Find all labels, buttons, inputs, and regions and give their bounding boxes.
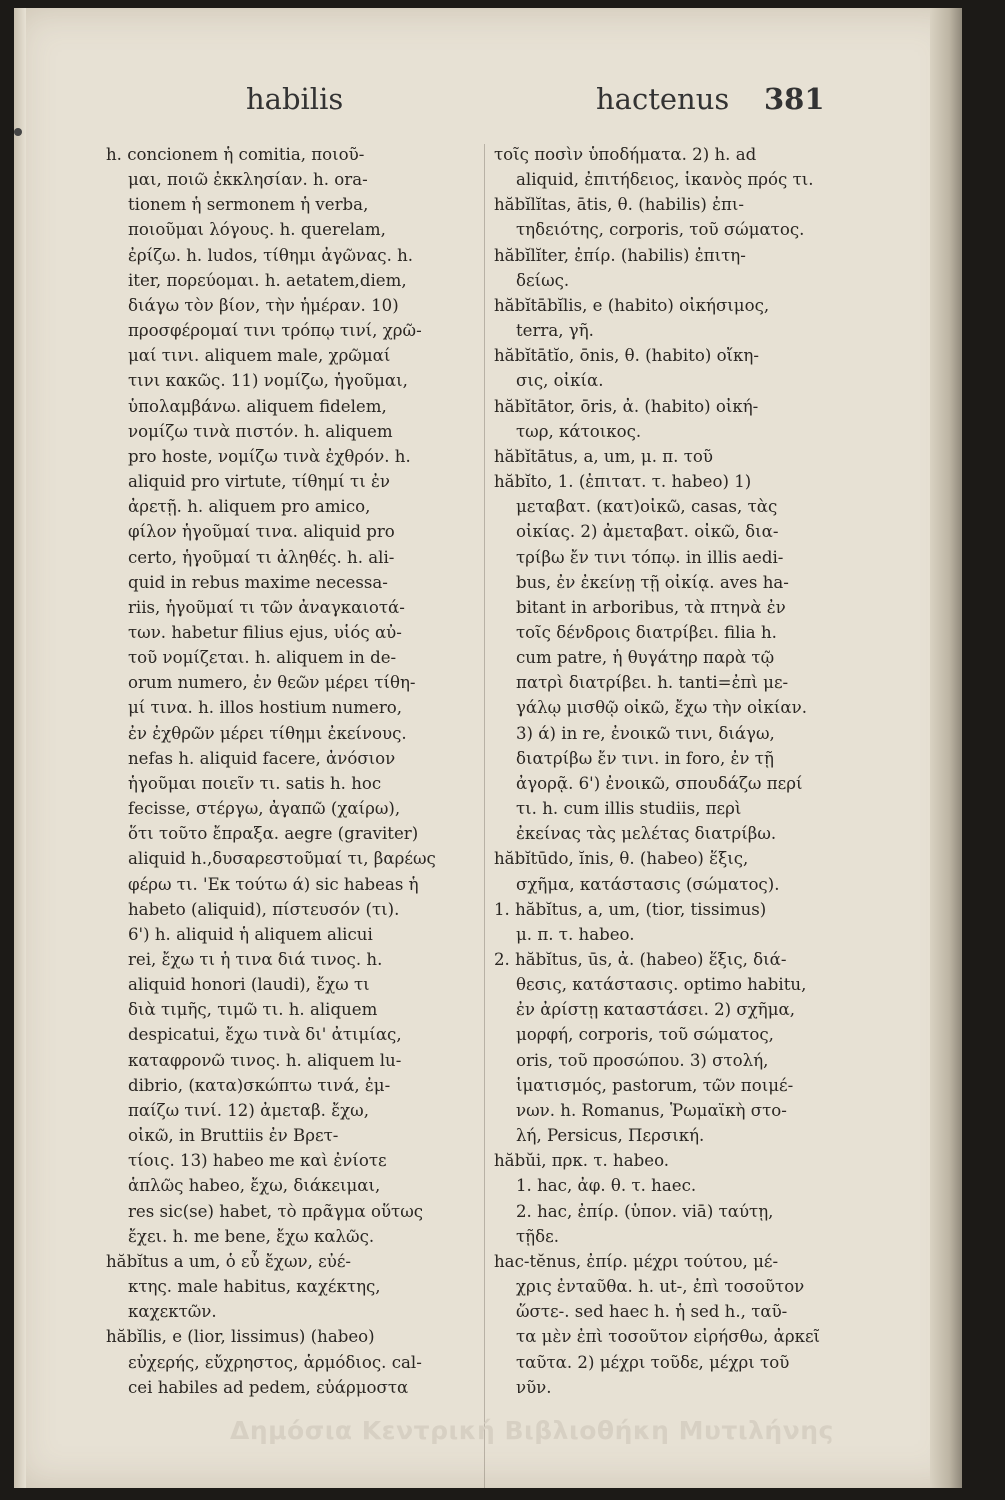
text-line: τοῖς δένδροις διατρίβει. filia h. — [516, 622, 777, 642]
text-line: riis, ἡγοῦμαί τι τῶν ἀναγκαιοτά- — [128, 597, 405, 617]
text-line: οἰκῶ, in Bruttiis ἐν Βρετ- — [128, 1126, 339, 1146]
text-line: 2. hac, ἐπίρ. (ὑπον. viā) ταύτῃ, — [516, 1201, 774, 1221]
text-line: λή, Persicus, Περσική. — [516, 1126, 705, 1146]
text-line: hăbĭlĭter, ἐπίρ. (habilis) ἐπιτη- — [494, 245, 746, 265]
text-line: των. habetur filius ejus, υἱός αὐ- — [128, 622, 402, 642]
text-line: quid in rebus maxime necessa- — [128, 572, 388, 592]
text-line: μ. π. τ. habeo. — [516, 924, 635, 944]
text-line: καχεκτῶν. — [128, 1302, 217, 1322]
text-line: μαί τινι. aliquem male, χρῶμαί — [128, 346, 391, 366]
text-line: dibrio, (κατα)σκώπτω τινά, ἐμ- — [128, 1075, 391, 1095]
text-line: pro hoste, νομίζω τινὰ ἐχθρόν. h. — [128, 446, 411, 466]
text-line: hăbĭtātus, a, um, μ. π. τοῦ — [494, 446, 713, 466]
text-line: hăbĭtātĭo, ōnis, θ. (habito) οἴκη- — [494, 346, 759, 366]
text-line: νομίζω τινὰ πιστόν. h. aliquem — [128, 421, 393, 441]
text-line: cei habiles ad pedem, εὐάρμοστα — [128, 1377, 409, 1397]
text-line: 3) ά) in re, ἐνοικῶ τινι, διάγω, — [516, 723, 775, 743]
right-guideword: hactenus — [596, 82, 730, 116]
text-line: νῦν. — [516, 1377, 552, 1397]
text-line: τίοις. 13) habeo me καὶ ἐνίοτε — [128, 1151, 387, 1171]
library-watermark: Δημόσια Κεντρική Βιβλιοθήκη Μυτιλήνης — [230, 1416, 834, 1445]
text-line: τηδειότης, corporis, τοῦ σώματος. — [516, 220, 805, 240]
text-line: ἱματισμός, pastorum, τῶν ποιμέ- — [516, 1075, 794, 1095]
text-line: ἐν ἐχθρῶν μέρει τίθημι ἐκείνους. — [128, 723, 407, 743]
left-column — [106, 142, 471, 1400]
text-line: εὐχερής, εὔχρηστος, ἁρμόδιος. cal- — [128, 1352, 422, 1372]
text-line: ἐν ἀρίστῃ καταστάσει. 2) σχῆμα, — [516, 1000, 796, 1020]
text-line: ὅτι τοῦτο ἔπραξα. aegre (graviter) — [128, 824, 419, 844]
text-line: σχῆμα, κατάστασις (σώματος). — [516, 874, 780, 894]
text-line: διάγω τὸν βίον, τὴν ἡμέραν. 10) — [128, 295, 399, 315]
text-line: τρίβω ἔν τινι τόπῳ. in illis aedi- — [516, 547, 784, 567]
text-line: τωρ, κάτοικος. — [516, 421, 642, 441]
text-line: 2. hăbĭtus, ūs, ἀ. (habeo) ἕξις, διά- — [494, 950, 787, 969]
text-line: terra, γῆ. — [516, 321, 594, 341]
text-line: 1. hăbĭtus, a, um, (tior, tissimus) — [494, 899, 767, 919]
text-line: rei, ἔχω τι ἡ τινα διά τινος. h. — [128, 950, 383, 969]
text-line: cum patre, ἡ θυγάτηρ παρὰ τῷ — [516, 648, 775, 668]
text-line: πατρὶ διατρίβει. h. tanti=ἐπὶ με- — [516, 673, 789, 693]
text-line: φέρω τι. 'Εκ τούτω ά) sic habeas ἡ — [128, 874, 419, 894]
text-line: παίζω τινί. 12) ἀμεταβ. ἔχω, — [128, 1100, 369, 1120]
text-line: aliquid, ἐπιτήδειος, ἱκανὸς πρός τι. — [516, 170, 814, 190]
text-line: hac-tĕnus, ἐπίρ. μέχρι τούτου, μέ- — [494, 1251, 779, 1271]
text-line: ὑπολαμβάνω. aliquem fidelem, — [128, 396, 387, 416]
text-line: bitant in arboribus, τὰ πτηνὰ ἐν — [516, 597, 786, 617]
text-line: nefas h. aliquid facere, ἀνόσιον — [128, 748, 396, 768]
text-line: ποιοῦμαι λόγους. h. querelam, — [128, 220, 386, 240]
text-line: orum numero, ἐν θεῶν μέρει τίθη- — [128, 673, 416, 693]
text-line: fecisse, στέργω, ἀγαπῶ (χαίρω), — [128, 799, 401, 819]
text-line: νων. h. Romanus, Ῥωμαϊκὴ στο- — [516, 1100, 787, 1120]
text-line: aliquid h.,δυσαρεστοῦμαί τι, βαρέως — [128, 849, 436, 869]
page-edge — [930, 8, 962, 1488]
text-line: ἡγοῦμαι ποιεῖν τι. satis h. hoc — [128, 773, 382, 793]
text-line: χρις ἐνταῦθα. h. ut-, ἐπὶ τοσοῦτον — [516, 1277, 805, 1297]
text-line: διατρίβω ἔν τινι. in foro, ἐν τῇ — [516, 748, 774, 768]
text-line: καταφρονῶ τινος. h. aliquem lu- — [128, 1050, 402, 1070]
page-header — [114, 82, 922, 132]
margin-mark — [14, 128, 22, 136]
text-line: despicatui, ἔχω τινὰ δι' ἀτιμίας, — [128, 1025, 402, 1045]
text-line: τῇδε. — [516, 1226, 559, 1246]
text-line: φίλον ἡγοῦμαί τινα. aliquid pro — [128, 522, 395, 542]
right-column — [494, 142, 859, 1400]
text-line: hăbĭlis, e (lior, lissimus) (habeo) — [106, 1327, 375, 1347]
text-line: ἐρίζω. h. ludos, τίθημι ἀγῶνας. h. — [128, 245, 414, 265]
text-line: hăbĭto, 1. (ἐπιτατ. τ. habeo) 1) — [494, 472, 752, 492]
text-line: hăbĭtātor, ōris, ἀ. (habito) οἰκή- — [494, 396, 759, 416]
text-line: τοῖς ποσὶν ὑποδήματα. 2) h. ad — [494, 145, 757, 164]
text-line: certo, ἡγοῦμαί τι ἀληθές. h. ali- — [128, 547, 395, 567]
text-line: aliquid pro virtute, τίθημί τι ἐν — [128, 472, 390, 492]
text-line: hăbĭtābĭlis, e (habito) οἰκήσιμος, — [494, 295, 770, 315]
text-line: μορφή, corporis, τοῦ σώματος, — [516, 1025, 774, 1045]
text-line: τινι κακῶς. 11) νομίζω, ἡγοῦμαι, — [128, 371, 408, 391]
text-line: hăbĭtūdo, ĭnis, θ. (habeo) ἕξις, — [494, 849, 749, 869]
text-line: τοῦ νομίζεται. h. aliquem in de- — [128, 648, 397, 668]
text-line: τα μὲν ἐπὶ τοσοῦτον εἰρήσθω, ἀρκεῖ — [516, 1327, 821, 1347]
text-line: ἁπλῶς habeo, ἔχω, διάκειμαι, — [128, 1176, 381, 1196]
text-line: γάλῳ μισθῷ οἰκῶ, ἔχω τὴν οἰκίαν. — [516, 698, 807, 718]
text-line: bus, ἐν ἐκείνῃ τῇ οἰκίᾳ. aves ha- — [516, 572, 789, 592]
text-line: tionem ἡ sermonem ἡ verba, — [128, 195, 369, 215]
text-line: οἰκίας. 2) ἀμεταβατ. οἰκῶ, δια- — [516, 522, 779, 542]
dictionary-page — [14, 8, 962, 1488]
text-line: h. concionem ἡ comitia, ποιοῦ- — [106, 145, 365, 164]
text-line: θεσις, κατάστασις. optimo habitu, — [516, 975, 807, 995]
text-line: μί τινα. h. illos hostium numero, — [128, 698, 403, 718]
binding-shadow — [14, 8, 26, 1488]
text-line: hăbĭlĭtas, ātis, θ. (habilis) ἐπι- — [494, 195, 745, 215]
text-line: iter, πορεύομαι. h. aetatem,diem, — [128, 270, 407, 290]
text-line: διὰ τιμῆς, τιμῶ τι. h. aliquem — [128, 1000, 378, 1020]
text-line: habeto (aliquid), πίστευσόν (τι). — [128, 899, 400, 919]
page-number: 381 — [764, 82, 825, 116]
text-line: σις, οἰκία. — [516, 371, 604, 391]
text-line: 6') h. aliquid ἡ aliquem alicui — [128, 924, 373, 944]
text-line: 1. hac, ἀφ. θ. τ. haec. — [516, 1176, 697, 1196]
text-line: ἐκείνας τὰς μελέτας διατρίβω. — [516, 824, 777, 844]
text-line: ὥστε-. sed haec h. ἡ sed h., ταῦ- — [516, 1302, 788, 1322]
text-line: μαι, ποιῶ ἐκκλησίαν. h. ora- — [128, 170, 368, 190]
text-line: ἀρετῇ. h. aliquem pro amico, — [128, 497, 371, 517]
text-line: κτης. male habitus, καχέκτης, — [128, 1277, 381, 1297]
text-line: ταῦτα. 2) μέχρι τοῦδε, μέχρι τοῦ — [516, 1352, 790, 1372]
text-line: μεταβατ. (κατ)οἰκῶ, casas, τὰς — [516, 497, 778, 517]
text-line: hăbĭtus a um, ὁ εὖ ἔχων, εὐέ- — [106, 1251, 352, 1271]
text-line: hăbŭi, πρκ. τ. habeo. — [494, 1151, 670, 1171]
text-line: oris, τοῦ προσώπου. 3) στολή, — [516, 1050, 769, 1070]
text-line: προσφέρομαί τινι τρόπῳ τινί, χρῶ- — [128, 321, 422, 341]
text-line: ἀγορᾷ. 6') ἐνοικῶ, σπουδάζω περί — [516, 773, 803, 793]
text-line: τι. h. cum illis studiis, περὶ — [516, 799, 742, 819]
left-guideword: habilis — [246, 82, 344, 116]
text-line: res sic(se) habet, τὸ πρᾶγμα οὕτως — [128, 1201, 424, 1221]
text-line: δείως. — [516, 270, 570, 290]
column-divider — [484, 144, 485, 1488]
text-line: ἔχει. h. me bene, ἔχω καλῶς. — [128, 1226, 375, 1246]
text-line: aliquid honori (laudi), ἔχω τι — [128, 975, 370, 995]
